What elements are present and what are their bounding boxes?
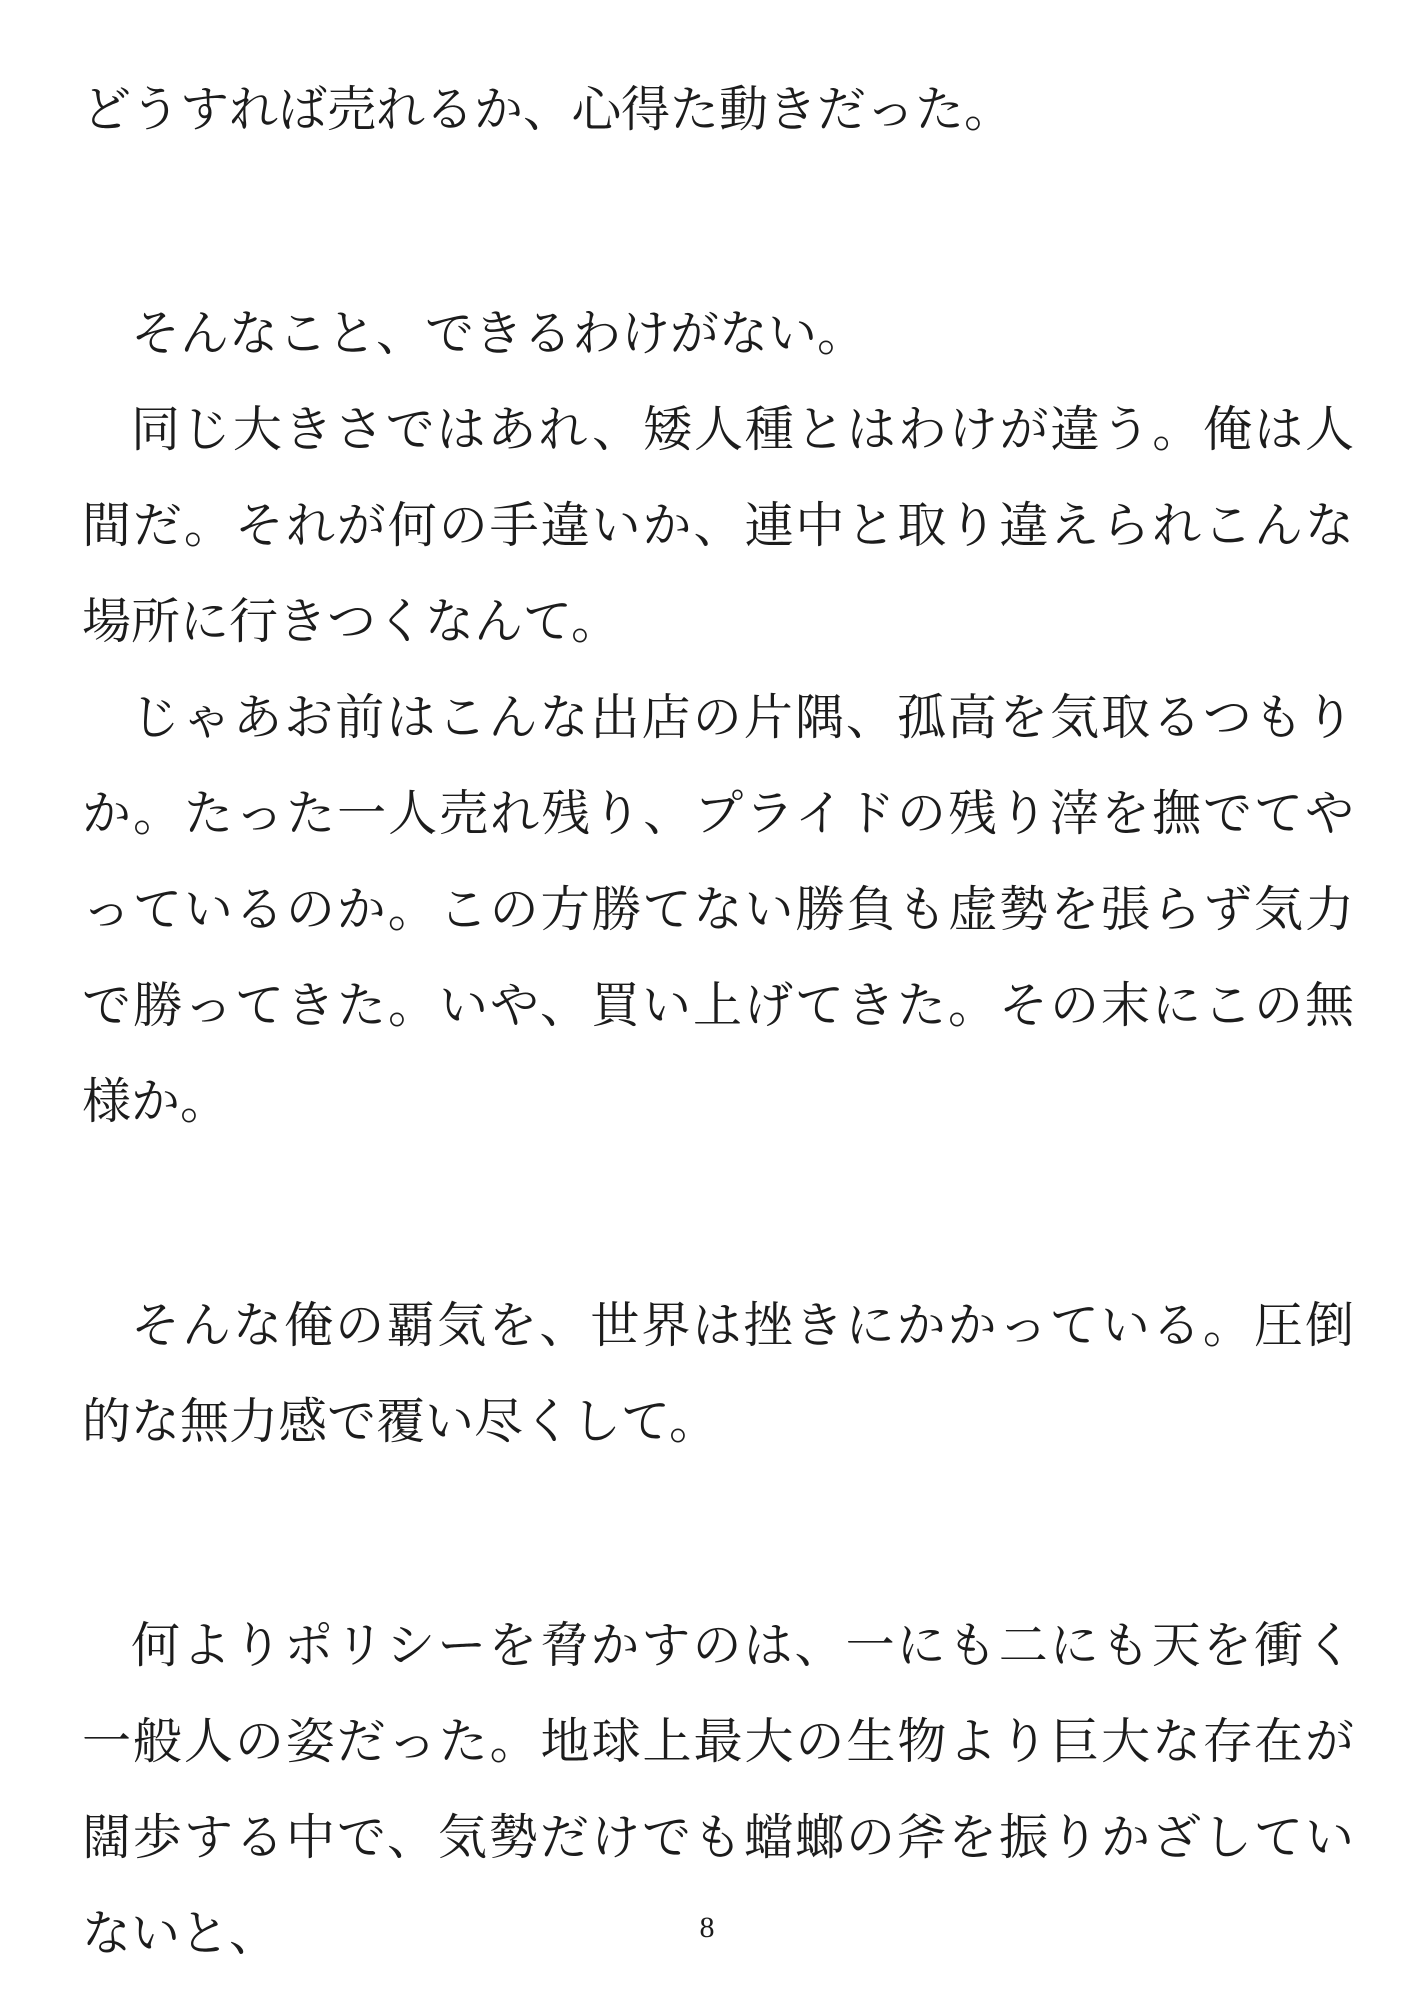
- page-number: 8: [699, 1911, 715, 1944]
- paragraph: 何よりポリシーを脅かすのは、一にも二にも天を衝く一般人の姿だった。地球上最大の生物より巨大な存在が闊歩する中で、気勢だけでも蟷螂の斧を振りかざしていないと、: [82, 1618, 1354, 1961]
- paragraph: 同じ大きさではあれ、矮人種とはわけが違う。俺は人間だ。それが何の手違いか、連中と取り違えられこんな場所に行きつくなんて。: [82, 402, 1354, 649]
- paragraph: そんな俺の覇気を、世界は挫きにかかっている。圧倒的な無力感で覆い尽くして。: [82, 1298, 1354, 1449]
- paragraph: そんなこと、できるわけがない。: [131, 306, 867, 361]
- text-block: [82, 62, 1354, 1982]
- paragraph: どうすれば売れるか、心得た動きだった。: [82, 82, 1014, 137]
- paragraph: じゃあお前はこんな出店の片隅、孤高を気取るつもりか。たった一人売れ残り、プライドの残り滓を撫でてやっているのか。この方勝てない勝負も虚勢を張らず気力で勝ってきた。いや、買い上げてきた。その末にこの無様か。: [82, 690, 1354, 1129]
